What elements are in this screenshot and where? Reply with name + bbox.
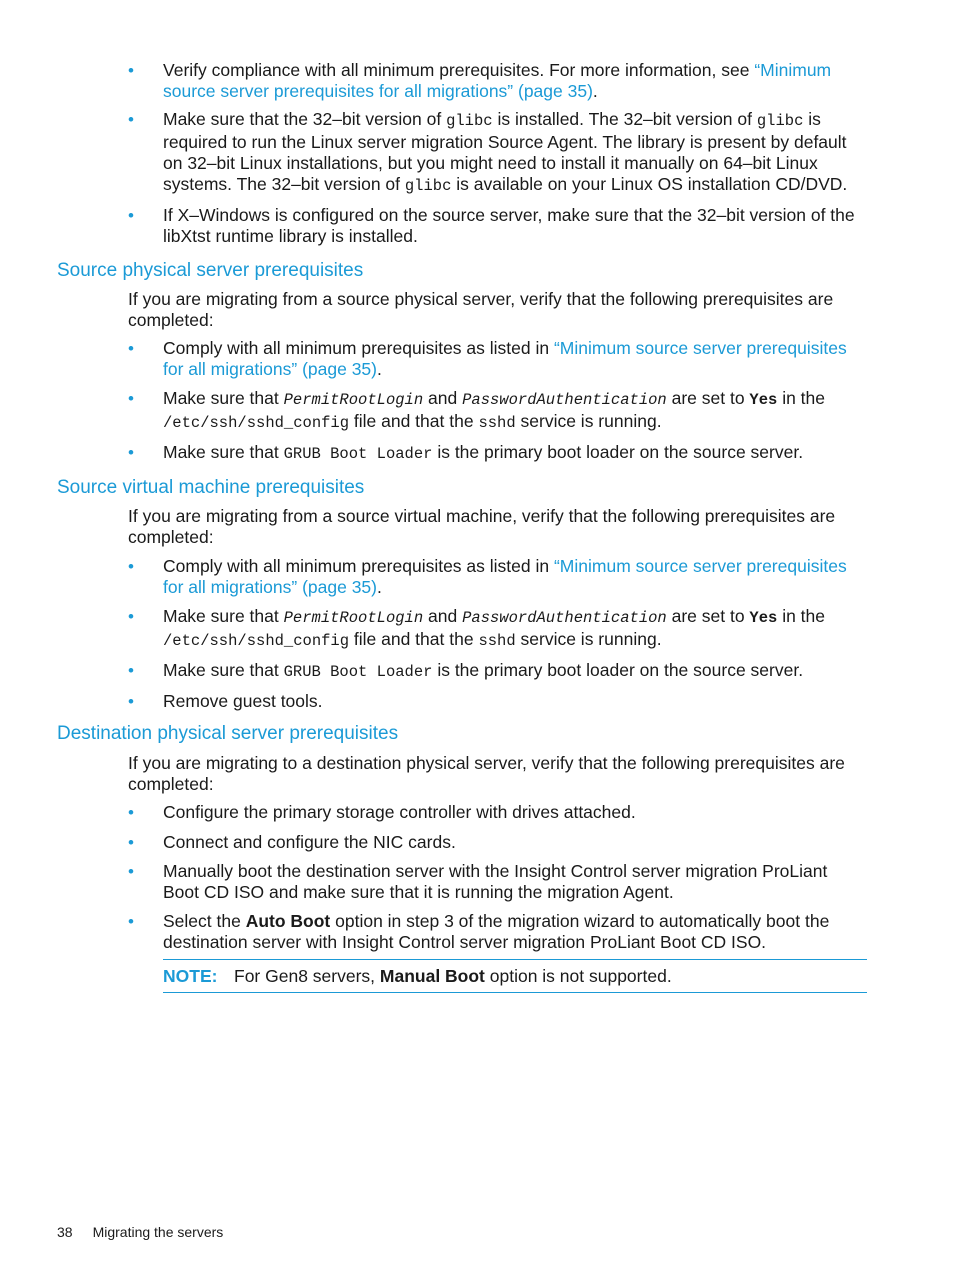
code-glibc: glibc: [446, 112, 493, 130]
list-item: • Make sure that PermitRootLogin and PasswordAuthentication are set to Yes in the /etc/ssh/sshd_config file and that the sshd service is running.: [128, 606, 868, 652]
list-item: • Make sure that the 32–bit version of glibc is installed. The 32–bit version of glibc is required to run the Linux server migration Source Agent. The library is present by default on 32–bit Linux installations, but you might need to install it manually on 64–bit Linux systems. The 32–bit version of glibc is available on your Linux OS installation CD/DVD.: [128, 109, 868, 197]
destination-bullet-list: [128, 802, 868, 953]
link-minimum-prerequisites[interactable]: “Minimum source server prerequisites for all migrations” (page 35): [163, 556, 847, 597]
list-item: • Select the Auto Boot option in step 3 of the migration wizard to automatically boot the destination server with Insight Control server migration ProLiant Boot CD ISO.: [128, 911, 868, 953]
note-box: [163, 959, 867, 993]
section-heading-source-virtual: Source virtual machine prerequisites: [57, 477, 365, 498]
link-minimum-prerequisites[interactable]: “Minimum source server prerequisites for all migrations” (page 35): [163, 60, 832, 101]
list-item: • Make sure that PermitRootLogin and PasswordAuthentication are set to Yes in the /etc/ssh/sshd_config file and that the sshd service is running.: [128, 388, 868, 434]
code-sshd: sshd: [478, 632, 516, 650]
section-heading-source-physical: Source physical server prerequisites: [57, 260, 364, 281]
code-passwordauthentication: PasswordAuthentication: [462, 391, 667, 409]
link-minimum-prerequisites[interactable]: “Minimum source server prerequisites for all migrations” (page 35): [163, 338, 847, 379]
code-permitrootlogin: PermitRootLogin: [283, 391, 424, 409]
code-sshd-config-path: /etc/ssh/sshd_config: [163, 414, 350, 432]
list-item: • Connect and configure the NIC cards.: [128, 832, 868, 853]
list-item: • Comply with all minimum prerequisites as listed in “Minimum source server prerequisites for all migrations” (page 35).: [128, 556, 868, 598]
code-glibc: glibc: [756, 112, 804, 130]
code-permitrootlogin: PermitRootLogin: [283, 609, 424, 627]
list-item: • Verify compliance with all minimum prerequisites. For more information, see “Minimum source server prerequisites for all migrations” (page 35).: [128, 60, 868, 102]
top-bullet-list: [128, 60, 868, 247]
list-item: • Make sure that GRUB Boot Loader is the primary boot loader on the source server.: [128, 442, 868, 465]
code-sshd-config-path: /etc/ssh/sshd_config: [163, 632, 350, 650]
physical-bullet-list: [128, 338, 868, 465]
footer-section-title: Migrating the servers: [92, 1224, 224, 1240]
note-text: For Gen8 servers, Manual Boot option is not supported.: [234, 965, 672, 986]
page-number: 38: [57, 1224, 73, 1240]
list-item: • Comply with all minimum prerequisites as listed in “Minimum source server prerequisites for all migrations” (page 35).: [128, 338, 868, 380]
code-passwordauthentication: PasswordAuthentication: [462, 609, 667, 627]
section-intro: If you are migrating to a destination physical server, verify that the following prerequisites are completed:: [128, 753, 845, 794]
ui-term-manual-boot: Manual Boot: [379, 965, 485, 986]
list-item: • Configure the primary storage controller with drives attached.: [128, 802, 868, 823]
page-footer: [57, 1222, 243, 1243]
note-label: NOTE:: [163, 965, 218, 986]
virtual-bullet-list: [128, 556, 868, 712]
ui-term-auto-boot: Auto Boot: [245, 911, 331, 931]
list-item: • If X–Windows is configured on the source server, make sure that the 32–bit version of the libXtst runtime library is installed.: [128, 205, 868, 247]
code-glibc: glibc: [404, 177, 452, 195]
code-yes: Yes: [749, 391, 778, 409]
list-item: • Manually boot the destination server with the Insight Control server migration ProLiant Boot CD ISO and make sure that it is running the migration Agent.: [128, 861, 868, 903]
code-grub-boot-loader: GRUB Boot Loader: [283, 663, 433, 681]
code-grub-boot-loader: GRUB Boot Loader: [283, 445, 433, 463]
section-intro: If you are migrating from a source virtual machine, verify that the following prerequisites are completed:: [128, 506, 836, 547]
section-heading-destination-physical: Destination physical server prerequisites: [57, 723, 399, 744]
code-sshd: sshd: [478, 414, 516, 432]
section-intro: If you are migrating from a source physical server, verify that the following prerequisites are completed:: [128, 289, 834, 330]
list-item: • Make sure that GRUB Boot Loader is the primary boot loader on the source server.: [128, 660, 868, 683]
code-yes: Yes: [749, 609, 778, 627]
list-item: • Remove guest tools.: [128, 691, 868, 712]
